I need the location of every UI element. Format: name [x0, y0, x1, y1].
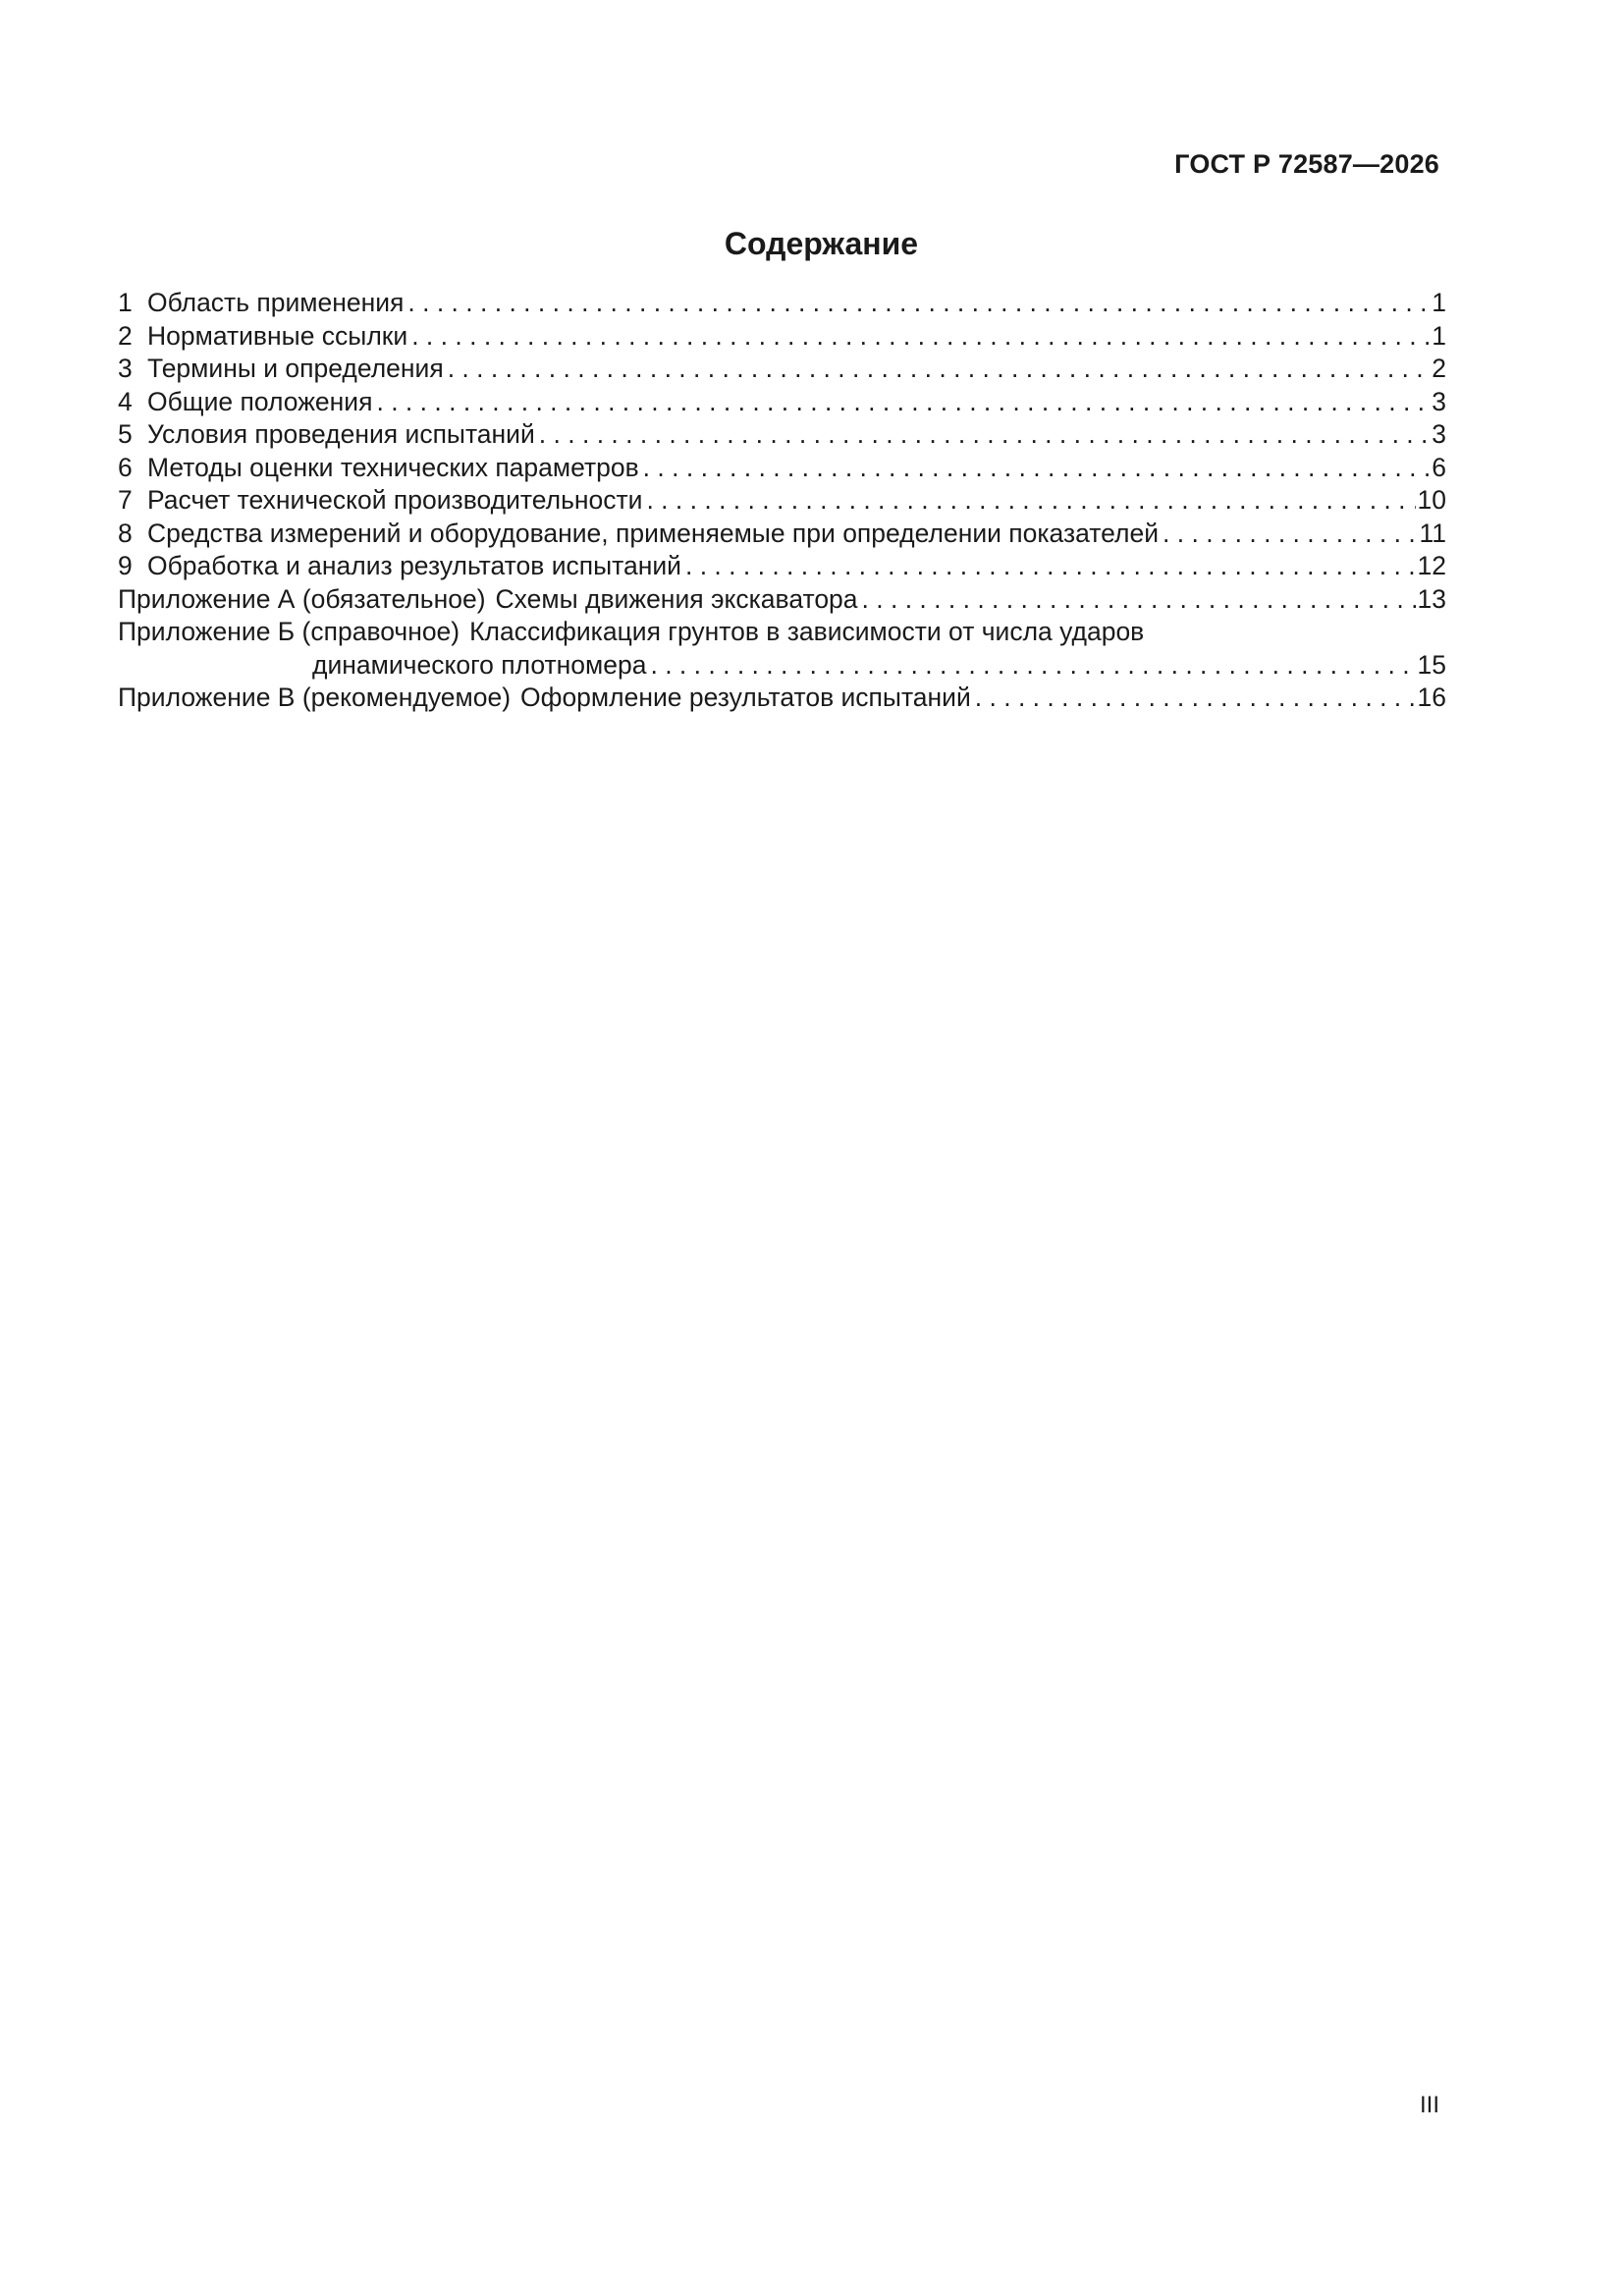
- toc-appendix-v[interactable]: [118, 682, 1446, 715]
- toc-entry-5[interactable]: [118, 418, 1446, 452]
- toc-entry-number: 3: [118, 354, 133, 383]
- toc-appendix-name: Оформление результатов испытаний: [520, 683, 971, 712]
- toc-entry-number: 9: [118, 551, 133, 580]
- toc-entry-title: Методы оценки технических параметров: [147, 452, 639, 482]
- toc-entry-page: 12: [1417, 551, 1446, 580]
- toc-entry-page: 16: [1417, 683, 1446, 712]
- toc-entry-title: Область применения: [147, 288, 405, 317]
- toc-entry-page: 6: [1432, 452, 1446, 482]
- toc-entry-9[interactable]: [118, 550, 1446, 583]
- toc-appendix-name: Схемы движения экскаватора: [495, 583, 858, 614]
- toc-appendix-a[interactable]: [118, 583, 1446, 617]
- toc-appendix-title: [118, 583, 858, 617]
- toc-entry-number: 8: [118, 518, 133, 548]
- toc-entry-page: 10: [1417, 485, 1446, 515]
- toc-entry-number: 5: [118, 419, 133, 449]
- toc-leader-dots: [975, 682, 1416, 715]
- toc-title: Содержание: [724, 226, 919, 261]
- toc-entry-number: 4: [118, 386, 133, 416]
- toc-entry-title: Условия проведения испытаний: [147, 419, 535, 449]
- toc-leader-dots: [448, 353, 1431, 386]
- toc-leader-dots: [376, 386, 1430, 419]
- toc-appendix-label: Приложение Б (справочное): [118, 617, 460, 646]
- toc-leader-dots: [643, 452, 1431, 485]
- toc-entry-2[interactable]: [118, 320, 1446, 354]
- toc-appendix-title: [118, 682, 971, 715]
- toc-entry-number: 2: [118, 320, 133, 351]
- toc-entry-page: 2: [1432, 354, 1446, 383]
- toc-leader-dots: [650, 649, 1415, 683]
- toc-entry-6[interactable]: [118, 452, 1446, 485]
- toc-entry-3[interactable]: [118, 353, 1446, 386]
- toc-entry-7[interactable]: [118, 484, 1446, 518]
- toc-appendix-title: [118, 616, 1446, 649]
- toc-leader-dots: [1163, 518, 1417, 551]
- toc-leader-dots: [411, 320, 1430, 354]
- toc-entry-number: 7: [118, 485, 133, 515]
- toc-appendix-name-continuation: динамического плотномера: [312, 649, 647, 680]
- toc-entry-title: Нормативные ссылки: [147, 320, 408, 351]
- toc-entry-page: 3: [1432, 386, 1446, 416]
- toc-appendix-b[interactable]: [118, 616, 1446, 649]
- toc-entry-4[interactable]: [118, 386, 1446, 419]
- toc-leader-dots: [646, 484, 1415, 518]
- toc-entry-1[interactable]: [118, 287, 1446, 320]
- toc-entry-title: Средства измерений и оборудование, применяемые при определении показателей: [147, 518, 1160, 548]
- toc-entry-page: 15: [1417, 649, 1446, 680]
- toc-entry-8[interactable]: [118, 518, 1446, 551]
- toc-entry-number: 1: [118, 288, 133, 317]
- toc-entry-title: Термины и определения: [147, 354, 444, 383]
- toc-entry-title: Общие положения: [147, 386, 373, 416]
- toc-leader-dots: [539, 418, 1430, 452]
- toc-leader-dots: [685, 550, 1416, 583]
- toc-entry-page: 13: [1417, 583, 1446, 614]
- toc-entry-page: 11: [1419, 518, 1446, 548]
- toc-appendix-label: Приложение А (обязательное): [118, 583, 486, 614]
- toc-entry-page: 1: [1432, 288, 1446, 317]
- toc-leader-dots: [407, 287, 1430, 320]
- page-number: III: [1419, 2092, 1439, 2118]
- toc-appendix-label: Приложение В (рекомендуемое): [118, 683, 512, 712]
- toc-entry-number: 6: [118, 452, 133, 482]
- toc-entry-title: Расчет технической производительности: [147, 485, 643, 515]
- toc-entry-page: 1: [1432, 320, 1446, 351]
- toc-entry-title: Обработка и анализ результатов испытаний: [147, 551, 681, 580]
- toc-appendix-name: Классификация грунтов в зависимости от числа ударов: [469, 617, 1145, 646]
- table-of-contents: [118, 287, 1446, 715]
- toc-leader-dots: [862, 583, 1416, 617]
- toc-appendix-b-continuation[interactable]: [118, 649, 1446, 683]
- document-code: ГОСТ Р 72587—2026: [1174, 149, 1439, 179]
- toc-entry-page: 3: [1432, 419, 1446, 449]
